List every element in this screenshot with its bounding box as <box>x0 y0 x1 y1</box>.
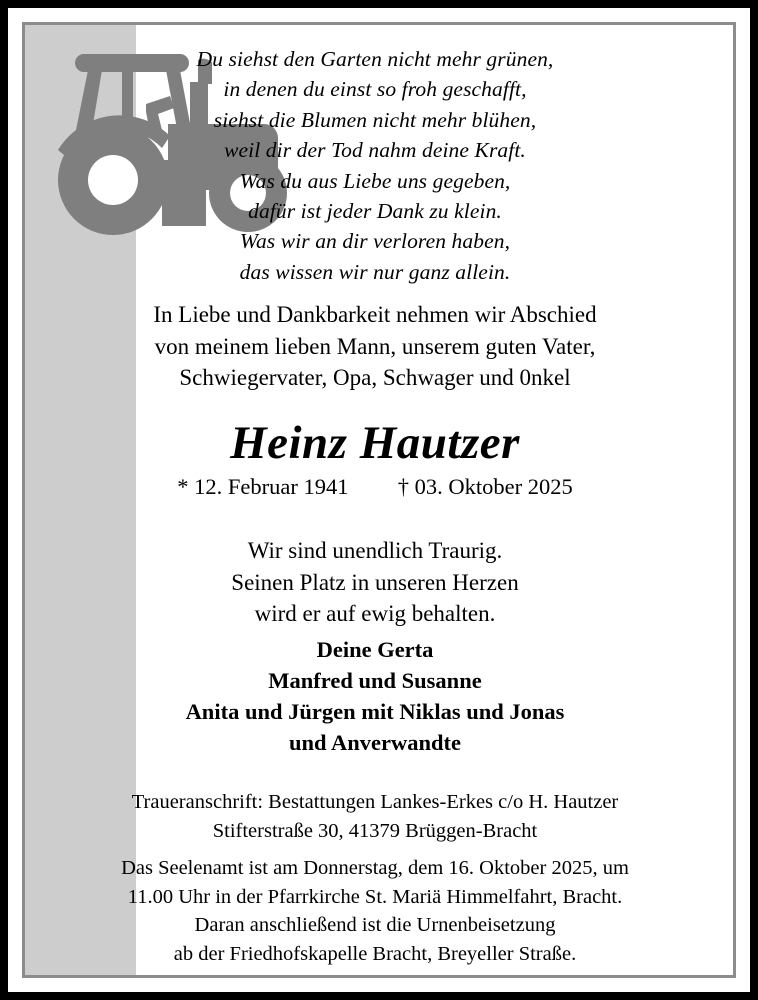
birth-symbol: * <box>177 474 189 499</box>
address-line: Traueranschrift: Bestattungen Lankes-Erkes c/o H. Hautzer <box>131 791 619 813</box>
poem-line: siehst die Blumen nicht mehr blühen, <box>213 107 537 132</box>
poem-block <box>22 44 728 287</box>
poem-line: dafür ist jeder Dank zu klein. <box>248 199 502 224</box>
poem-line: in denen du einst so froh geschafft, <box>223 77 527 102</box>
service-line: 11.00 Uhr in der Pfarrkirche St. Mariä Himmelfahrt, Bracht. <box>127 885 623 908</box>
address-block <box>22 788 728 846</box>
service-line: Daran anschließend ist die Urnenbeisetzung <box>194 914 556 936</box>
memorial-line: Seinen Platz in unseren Herzen <box>231 569 519 595</box>
address-line: Stifterstraße 30, 41379 Brüggen-Bracht <box>212 820 538 842</box>
service-line: ab der Friedhofskapelle Bracht, Breyeller Straße. <box>173 942 577 965</box>
farewell-line: In Liebe und Dankbarkeit nehmen wir Abschied <box>153 302 597 327</box>
memorial-line: wird er auf ewig behalten. <box>254 601 496 626</box>
memorial-block <box>22 535 728 630</box>
family-line: Manfred und Susanne <box>268 668 482 693</box>
life-dates <box>22 472 728 502</box>
farewell-block <box>22 299 728 394</box>
death-symbol: † <box>397 474 409 499</box>
poem-line: das wissen wir nur ganz allein. <box>239 259 511 284</box>
notice-inner-area <box>8 8 750 992</box>
farewell-line: Schwiegervater, Opa, Schwager und 0nkel <box>179 365 571 390</box>
family-line: und Anverwandte <box>289 730 461 755</box>
deceased-name: Heinz Hautzer <box>230 417 520 469</box>
service-details-block <box>22 854 728 968</box>
poem-line: weil dir der Tod nahm deine Kraft. <box>224 138 526 163</box>
notice-content <box>22 22 736 978</box>
service-line: Das Seelenamt ist am Donnerstag, dem 16. Oktober 2025, um <box>121 857 629 879</box>
family-line: Deine Gerta <box>316 637 434 662</box>
poem-line: Was du aus Liebe uns gegeben, <box>239 168 511 193</box>
death-date: 03. Oktober 2025 <box>414 474 573 499</box>
memorial-line: Wir sind unendlich Traurig. <box>247 538 503 563</box>
farewell-line: von meinem lieben Mann, unserem guten Vater, <box>154 333 596 359</box>
family-block <box>22 634 728 758</box>
poem-line: Was wir an dir verloren haben, <box>239 229 511 254</box>
poem-line: Du siehst den Garten nicht mehr grünen, <box>196 47 554 71</box>
family-line: Anita und Jürgen mit Niklas und Jonas <box>185 699 565 724</box>
birth-date: 12. Februar 1941 <box>194 474 349 499</box>
